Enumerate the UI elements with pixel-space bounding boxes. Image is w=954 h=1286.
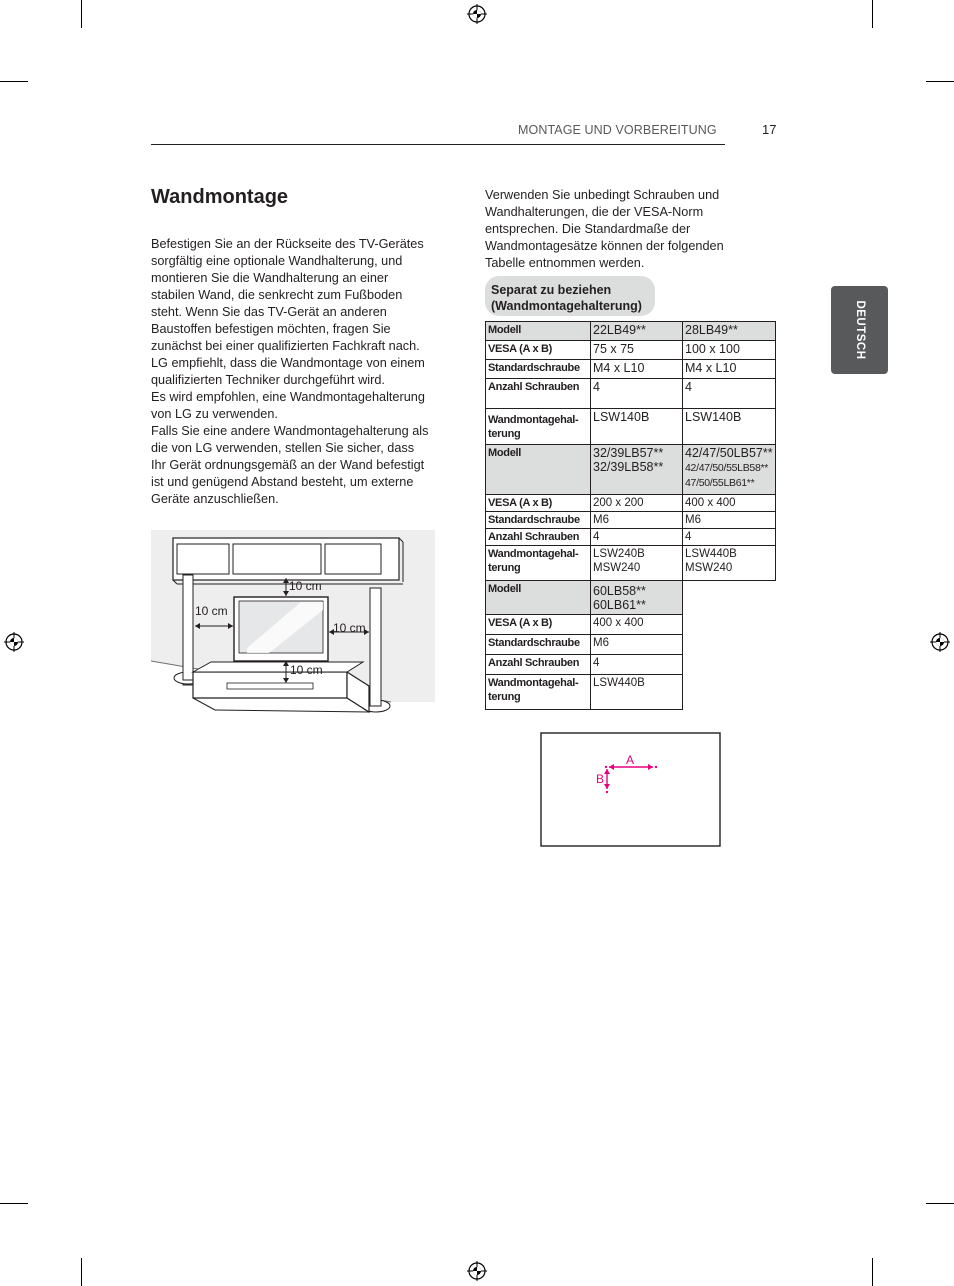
model-cell: 60LB58** 60LB61** bbox=[591, 581, 683, 615]
table-row bbox=[486, 581, 776, 615]
model-line: 42/47/50/55LB58** bbox=[685, 462, 769, 474]
label-model: Modell bbox=[486, 445, 591, 495]
label-count: Anzahl Schrauben bbox=[486, 379, 591, 409]
vesa-paragraph: Verwenden Sie unbedingt Schrauben und Wandhalterungen, die der VESA-Norm entsprechen. Die Standardmaße der Wandmontagesätze können der folgenden Tabelle entnommen werden. bbox=[485, 188, 724, 270]
count-cell: 4 bbox=[683, 529, 776, 546]
wall-mount-spec-table bbox=[485, 321, 776, 710]
model-cell bbox=[683, 445, 776, 495]
registration-mark-icon bbox=[4, 632, 24, 652]
mount-cell: LSW140B bbox=[683, 409, 776, 445]
page-heading: Wandmontage bbox=[151, 186, 289, 208]
screw-cell: M6 bbox=[591, 512, 683, 529]
screw-cell: M4 x L10 bbox=[683, 360, 776, 379]
crop-mark bbox=[872, 0, 873, 28]
model-cell: 28LB49** bbox=[683, 322, 776, 341]
header-rule bbox=[151, 144, 725, 145]
vesa-cell: 75 x 75 bbox=[591, 341, 683, 360]
model-cell: 32/39LB57** 32/39LB58** bbox=[591, 445, 683, 495]
registration-mark-icon bbox=[930, 632, 950, 652]
section-title: MONTAGE UND VORBEREITUNG bbox=[518, 123, 717, 137]
table-row bbox=[486, 635, 776, 655]
vesa-cell: 100 x 100 bbox=[683, 341, 776, 360]
label-mount: Wandmontagehal- terung bbox=[486, 546, 591, 581]
label-model: Modell bbox=[486, 581, 591, 615]
table-row bbox=[486, 495, 776, 512]
empty-cell bbox=[683, 675, 776, 710]
table-row bbox=[486, 445, 776, 495]
vesa-cell: 400 x 400 bbox=[683, 495, 776, 512]
separately-sold-badge bbox=[485, 276, 655, 316]
screw-cell: M6 bbox=[683, 512, 776, 529]
crop-mark bbox=[81, 1258, 82, 1286]
dimension-b-label: B bbox=[596, 772, 605, 786]
table-row bbox=[486, 546, 776, 581]
empty-cell bbox=[683, 655, 776, 675]
table-row bbox=[486, 379, 776, 409]
table-row bbox=[486, 409, 776, 445]
clearance-bottom-label: 10 cm bbox=[290, 663, 323, 677]
mount-cell: LSW440B MSW240 bbox=[683, 546, 776, 581]
crop-mark bbox=[0, 81, 28, 82]
empty-cell bbox=[683, 581, 776, 615]
label-screw: Standardschraube bbox=[486, 512, 591, 529]
mount-cell: LSW140B bbox=[591, 409, 683, 445]
page-number: 17 bbox=[762, 122, 777, 137]
mount-cell: LSW440B bbox=[591, 675, 683, 710]
label-screw: Standardschraube bbox=[486, 360, 591, 379]
label-screw: Standardschraube bbox=[486, 635, 591, 655]
table-row bbox=[486, 512, 776, 529]
clearance-top-label: 10 cm bbox=[289, 579, 322, 593]
empty-cell bbox=[683, 615, 776, 635]
label-model: Modell bbox=[486, 322, 591, 341]
count-cell: 4 bbox=[591, 379, 683, 409]
registration-mark-icon bbox=[467, 1261, 487, 1281]
count-cell: 4 bbox=[591, 655, 683, 675]
language-tab-label: DEUTSCH bbox=[853, 300, 866, 360]
table-row bbox=[486, 615, 776, 635]
label-mount: Wandmontagehal- terung bbox=[486, 409, 591, 445]
table-row bbox=[486, 675, 776, 710]
table-row bbox=[486, 322, 776, 341]
empty-cell bbox=[683, 635, 776, 655]
wall-mount-clearance-illustration bbox=[151, 530, 435, 715]
table-row bbox=[486, 341, 776, 360]
clearance-left-label: 10 cm bbox=[195, 604, 228, 618]
table-row bbox=[486, 360, 776, 379]
table-row bbox=[486, 529, 776, 546]
badge-label: Separat zu beziehen (Wandmontagehalterung) bbox=[491, 283, 642, 313]
label-vesa: VESA (A x B) bbox=[486, 615, 591, 635]
screw-cell: M6 bbox=[591, 635, 683, 655]
model-line: 47/50/55LB61** bbox=[685, 477, 755, 489]
label-mount: Wandmontagehal- terung bbox=[486, 675, 591, 710]
crop-mark bbox=[81, 0, 82, 28]
clearance-right-label: 10 cm bbox=[333, 621, 366, 635]
model-cell: 22LB49** bbox=[591, 322, 683, 341]
table-row bbox=[486, 655, 776, 675]
count-cell: 4 bbox=[591, 529, 683, 546]
count-cell: 4 bbox=[683, 379, 776, 409]
label-count: Anzahl Schrauben bbox=[486, 529, 591, 546]
label-vesa: VESA (A x B) bbox=[486, 495, 591, 512]
label-vesa: VESA (A x B) bbox=[486, 341, 591, 360]
model-line: 42/47/50LB57** bbox=[685, 446, 773, 460]
screw-cell: M4 x L10 bbox=[591, 360, 683, 379]
crop-mark bbox=[926, 81, 954, 82]
registration-mark-icon bbox=[467, 4, 487, 24]
language-tab bbox=[831, 286, 888, 374]
crop-mark bbox=[872, 1258, 873, 1286]
mount-cell: LSW240B MSW240 bbox=[591, 546, 683, 581]
dimension-a-label: A bbox=[626, 753, 635, 767]
vesa-dimension-diagram bbox=[540, 732, 722, 848]
vesa-cell: 200 x 200 bbox=[591, 495, 683, 512]
label-count: Anzahl Schrauben bbox=[486, 655, 591, 675]
vesa-cell: 400 x 400 bbox=[591, 615, 683, 635]
crop-mark bbox=[0, 1203, 28, 1204]
crop-mark bbox=[926, 1203, 954, 1204]
intro-paragraph: Befestigen Sie an der Rückseite des TV-Gerätes sorgfältig eine optionale Wandhalterung, und montieren Sie die Wandhalterung an einer stabilen Wand, die senkrecht zum Fußboden steht. Wenn Sie das TV-Gerät an anderen Baustoffen befestigen möchten, fragen Sie zunächst bei einer qualifizierten Fachkraft nach. LG empfiehlt, dass die Wandmontage von einem qualifizierten Techniker durchgeführt wird. Es wird empfohlen, eine Wandmontagehalterung von LG zu verwenden. Falls Sie eine andere Wandmontagehalterung als die von LG verwenden, stellen Sie sicher, dass Ihr Gerät ordnungsgemäß an der Wand befestigt ist und genügend Abstand besteht, um externe Geräte anzuschließen. bbox=[151, 237, 429, 506]
